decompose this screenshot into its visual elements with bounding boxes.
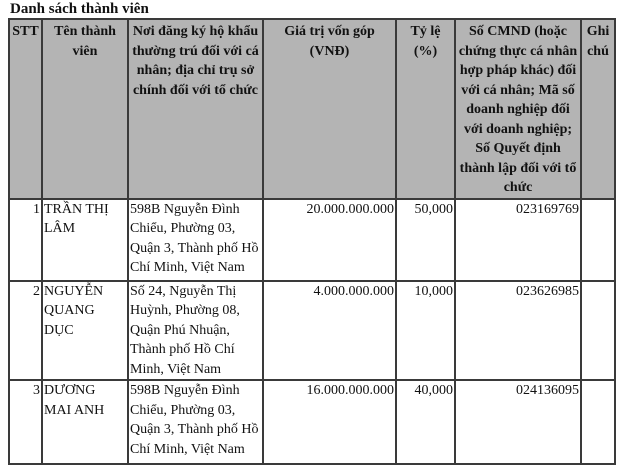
header-id-number: Số CMND (hoặc chứng thực cá nhân hợp pháp khác) đối với cá nhân; Mã số doanh nghiệp đối với doanh nghiệp; Số Quyết định thành lập đối với tổ chức bbox=[455, 19, 581, 199]
cell-address: Số 24, Nguyễn Thị Huỳnh, Phường 08, Quận Phú Nhuận, Thành phố Hồ Chí Minh, Việt Nam bbox=[128, 281, 263, 381]
cell-ratio: 50,000 bbox=[396, 199, 455, 281]
cell-member-name: NGUYỄN QUANG DỤC bbox=[42, 281, 128, 381]
cell-note bbox=[581, 199, 615, 281]
header-capital: Giá trị vốn góp (VNĐ) bbox=[263, 19, 396, 199]
header-stt: STT bbox=[9, 19, 42, 199]
cell-note bbox=[581, 281, 615, 381]
cell-id-number: 023169769 bbox=[455, 199, 581, 281]
header-member-name: Tên thành viên bbox=[42, 19, 128, 199]
header-ratio: Tỷ lệ (%) bbox=[396, 19, 455, 199]
cell-stt: 2 bbox=[9, 281, 42, 381]
cell-ratio: 10,000 bbox=[396, 281, 455, 381]
table-header-row bbox=[9, 19, 615, 199]
cell-member-name: DƯƠNG MAI ANH bbox=[42, 380, 128, 464]
cell-capital: 16.000.000.000 bbox=[263, 380, 396, 464]
table-row bbox=[9, 281, 615, 381]
cell-stt: 1 bbox=[9, 199, 42, 281]
cell-ratio: 40,000 bbox=[396, 380, 455, 464]
cell-member-name: TRẦN THỊ LÂM bbox=[42, 199, 128, 281]
cell-address: 598B Nguyễn Đình Chiểu, Phường 03, Quận 3, Thành phố Hồ Chí Minh, Việt Nam bbox=[128, 199, 263, 281]
table-row bbox=[9, 380, 615, 464]
cell-stt: 3 bbox=[9, 380, 42, 464]
header-address: Nơi đăng ký hộ khẩu thường trú đối với cá nhân; địa chỉ trụ sở chính đối với tổ chức bbox=[128, 19, 263, 199]
document-title: Danh sách thành viên bbox=[10, 1, 149, 17]
cell-id-number: 024136095 bbox=[455, 380, 581, 464]
cell-id-number: 023626985 bbox=[455, 281, 581, 381]
cell-capital: 20.000.000.000 bbox=[263, 199, 396, 281]
members-table bbox=[8, 18, 616, 465]
cell-address: 598B Nguyễn Đình Chiểu, Phường 03, Quận 3, Thành phố Hồ Chí Minh, Việt Nam bbox=[128, 380, 263, 464]
header-note: Ghi chú bbox=[581, 19, 615, 199]
cell-capital: 4.000.000.000 bbox=[263, 281, 396, 381]
table-row bbox=[9, 199, 615, 281]
cell-note bbox=[581, 380, 615, 464]
